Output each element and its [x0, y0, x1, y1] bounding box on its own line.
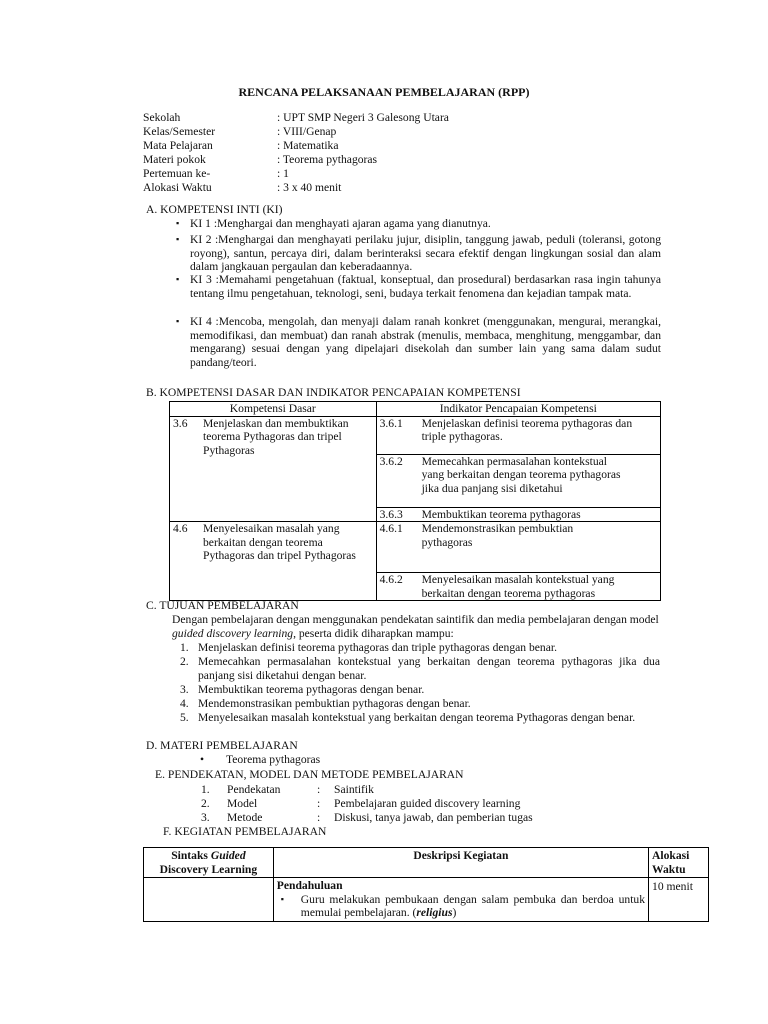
section-b-heading: B. KOMPETENSI DASAR DAN INDIKATOR PENCAPAIAN KOMPETENSI	[146, 386, 521, 399]
ki-text: KI 4 :Mencoba, mengolah, dan menyaji dalam ranah konkret (menggunakan, mengurai, merangkai, memodifikasi, dan membuat) dan ranah abstrak (menulis, membaca, menghitung, menggambar, dan mengarang) sesuai dengan yang dipelajari disekolah dan sumber lain yang sama dalam sudut pandang/teori.	[190, 315, 661, 369]
indicator-number: 3.6.3	[379, 507, 403, 521]
info-key: Mata Pelajaran	[143, 139, 213, 152]
intro-text-end: , peserta didik diharapkan mampu:	[293, 626, 454, 640]
metode-row-1	[0, 783, 768, 797]
row-separator: :	[317, 797, 321, 810]
intro-model-name: guided discovery learning	[172, 626, 294, 640]
section-c-heading: C. TUJUAN PEMBELAJARAN	[146, 599, 299, 612]
row-key: Model	[227, 797, 258, 810]
page-title: RENCANA PELAKSANAAN PEMBELAJARAN (RPP)	[238, 85, 530, 99]
info-key: Pertemuan ke-	[143, 167, 211, 180]
indicator-number: 4.6.2	[379, 573, 403, 587]
item-text: Membuktikan teorema pythagoras dengan benar.	[198, 683, 425, 696]
col-header-sintaks	[144, 848, 274, 878]
character-value: religius	[416, 906, 453, 920]
materi-item: Teorema pythagoras	[226, 753, 321, 766]
item-text: Menyelesaikan masalah kontekstual yang berkaitan dengan teorema Pythagoras dengan benar.	[198, 711, 636, 724]
kd-cell-4-6	[170, 522, 377, 601]
indicator-text: Mendemonstrasikan pembuktian pythagoras	[421, 522, 574, 549]
row-value: Saintifik	[334, 783, 374, 796]
bullet-icon: ▪	[176, 316, 180, 326]
ki-item-4	[176, 315, 661, 369]
info-key: Alokasi Waktu	[143, 181, 212, 194]
item-number: 4.	[180, 697, 189, 710]
ki-item-1	[176, 217, 661, 231]
item-number: 3.	[180, 683, 189, 696]
row-separator: :	[317, 811, 321, 824]
ki-text: KI 3 :Memahami pengetahuan (faktual, konseptual, dan prosedural) berdasarkan rasa ingin tahunya tentang ilmu pengetahuan, teknologi, seni, budaya terkait fenomena dan kejadian tampak mata.	[190, 273, 661, 300]
header-text-2: Waktu	[652, 862, 686, 876]
indicator-number: 3.6.2	[379, 454, 403, 468]
metode-row-3	[0, 811, 768, 825]
metode-row-2	[0, 797, 768, 811]
kd-text: Menjelaskan dan membuktikan teorema Pythagoras dan tripel Pythagoras	[203, 416, 349, 457]
row-value: Diskusi, tanya jawab, dan pemberian tugas	[334, 811, 533, 824]
row-key: Pendekatan	[227, 783, 281, 796]
bullet-icon: ▪	[176, 234, 180, 244]
tujuan-item-3	[180, 683, 660, 697]
row-value: Pembelajaran guided discovery learning	[334, 797, 521, 810]
indicator-text: Menyelesaikan masalah kontekstual yang berkaitan dengan teorema pythagoras	[421, 573, 615, 600]
ki-item-2	[176, 233, 661, 274]
kd-indicator-table	[169, 401, 661, 601]
tujuan-item-5	[180, 711, 660, 725]
header-text: Alokasi	[652, 849, 690, 862]
item-number: 5.	[180, 711, 189, 724]
info-key: Materi pokok	[143, 153, 206, 166]
kd-number: 3.6	[173, 416, 188, 430]
section-f-heading: F. KEGIATAN PEMBELAJARAN	[163, 825, 327, 838]
ki-item-3	[176, 273, 661, 300]
section-a-heading: A. KOMPETENSI INTI (KI)	[146, 203, 283, 216]
item-number: 2.	[180, 655, 189, 668]
info-key: Sekolah	[143, 111, 181, 124]
kd-cell-3-6	[170, 416, 377, 522]
bullet-icon: ▪	[280, 893, 284, 904]
kegiatan-table	[143, 847, 709, 922]
indicator-cell	[376, 522, 660, 573]
indicator-number: 3.6.1	[379, 416, 403, 430]
row-separator: :	[317, 783, 321, 796]
section-e-heading: E. PENDEKATAN, MODEL DAN METODE PEMBELAJARAN	[155, 768, 464, 781]
col-header-deskripsi: Deskripsi Kegiatan	[273, 848, 648, 878]
indicator-text: Membuktikan teorema pythagoras	[421, 507, 581, 521]
item-text: Memecahkan permasalahan kontekstual yang berkaitan dengan teorema pythagoras jika dua panjang sisi diketahui dengan benar.	[198, 655, 660, 682]
activity-text: Guru melakukan pembukaan dengan salam pembuka dan berdoa untuk memulai pembelajaran. (	[300, 892, 646, 920]
row-number: 3.	[201, 811, 210, 824]
tujuan-item-2	[180, 655, 660, 682]
item-number: 1.	[180, 641, 189, 654]
info-value: : 3 x 40 menit	[277, 181, 342, 194]
info-value: : Matematika	[277, 139, 339, 152]
phase-title: Pendahuluan	[276, 879, 343, 893]
tujuan-item-4	[180, 697, 660, 711]
deskripsi-cell	[273, 878, 648, 922]
indicator-cell	[376, 573, 660, 601]
header-text-2: Discovery Learning	[159, 862, 258, 876]
ki-text: KI 1 :Menghargai dan menghayati ajaran agama yang dianutnya.	[190, 217, 491, 230]
indicator-text: Menjelaskan definisi teorema pythagoras dan triple pythagoras.	[421, 416, 633, 444]
tujuan-item-1	[180, 641, 660, 655]
indicator-text: Memecahkan permasalahan kontekstual yang berkaitan dengan teorema pythagoras jika dua panjang sisi diketahui	[421, 454, 621, 495]
header-text-em: Guided	[210, 849, 246, 862]
col-header-alokasi	[649, 848, 709, 878]
intro-text: Dengan pembelajaran dengan menggunakan pendekatan saintifik dan media pembelajaran dengan model	[172, 613, 659, 626]
header-text: Sintaks	[171, 849, 211, 862]
info-key: Kelas/Semester	[143, 125, 216, 138]
kd-text: Menyelesaikan masalah yang berkaitan dengan teorema Pythagoras dan tripel Pythagoras	[203, 522, 356, 563]
indicator-cell	[376, 416, 660, 454]
info-value: : VIII/Genap	[277, 125, 337, 138]
section-d-heading: D. MATERI PEMBELAJARAN	[146, 739, 298, 752]
row-number: 1.	[201, 783, 210, 796]
ki-text: KI 2 :Menghargai dan menghayati perilaku jujur, disiplin, tanggung jawab, peduli (toleransi, gotong royong), santun, percaya diri, dalam berinteraksi secara efektif dengan lingkungan sosial dan alam dalam jangkauan pergaulan dan keberadaannya.	[190, 233, 661, 274]
col-header-kd: Kompetensi Dasar	[170, 402, 377, 417]
col-header-indikator: Indikator Pencapaian Kompetensi	[376, 402, 660, 417]
section-c-intro	[172, 613, 662, 640]
alokasi-cell: 10 menit	[649, 878, 709, 922]
info-value: : UPT SMP Negeri 3 Galesong Utara	[277, 111, 449, 124]
indicator-number: 4.6.1	[379, 522, 403, 536]
bullet-icon: ▪	[176, 274, 180, 284]
item-text: Mendemonstrasikan pembuktian pythagoras dengan benar.	[198, 697, 471, 710]
activity-text-end: )	[452, 906, 457, 920]
bullet-icon: ▪	[176, 218, 180, 228]
kd-number: 4.6	[173, 522, 188, 536]
indicator-cell	[376, 454, 660, 507]
row-key: Metode	[227, 811, 263, 824]
item-text: Menjelaskan definisi teorema pythagoras dan triple pythagoras dengan benar.	[198, 641, 557, 654]
sintaks-cell	[144, 878, 274, 922]
activity-item	[277, 893, 645, 920]
indicator-cell	[376, 507, 660, 522]
row-number: 2.	[201, 797, 210, 810]
info-value: : Teorema pythagoras	[277, 153, 378, 166]
materi-bullet-icon: •	[200, 753, 205, 766]
info-value: : 1	[277, 167, 289, 180]
